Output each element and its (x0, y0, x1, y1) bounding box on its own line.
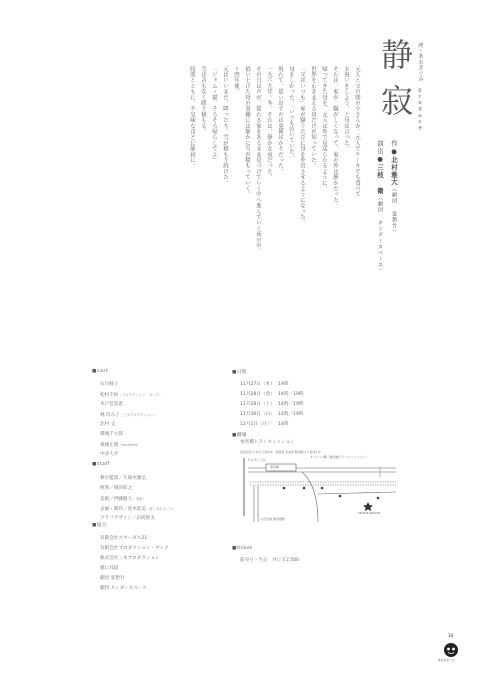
schedule-row (240, 420, 303, 430)
story-line: その日は声が、揺れる家をあるまま見つけていく中へ進んでいく夜の中。 (255, 66, 261, 255)
logo-number: 34 (448, 633, 454, 638)
support-item: 有限会社スターダス21 (100, 536, 148, 541)
staff-name: 青木浩美 (127, 507, 146, 512)
schedule-date: 11月29日（土） (240, 402, 275, 407)
schedule-row (240, 380, 303, 390)
story-text (186, 66, 362, 296)
support-item: 株式会社三木プロダクション (100, 556, 160, 561)
story-line: 十四年後。 (233, 66, 239, 95)
map-venue-star (363, 502, 373, 511)
staff-name: 岡田彰之 (113, 486, 133, 491)
staff-name: 伊藤健大 (113, 497, 133, 502)
ticket-price: 前売り・当日 共に￥2,500 (240, 558, 300, 563)
logo-caption: 座あおきぐみ (438, 658, 455, 662)
support-item: 有限会社プロダクション・タンク (100, 546, 169, 551)
map-marker (283, 487, 286, 490)
cast-member (100, 440, 162, 450)
credit-director-name: 三枝 衛 (376, 163, 384, 196)
story-line: 「父はいつも」家が騒ぐたびに母を外出させるようになった。 (299, 66, 305, 226)
staff-member: グラフデザイン／岩坂智太 (100, 516, 155, 521)
staff-member: 美術／伊藤健大（美術） (100, 497, 146, 502)
venue-address: 渋谷区代々木4丁目50-5 新宿区 渋谷町新宿駅より徒歩1分 (240, 450, 321, 454)
cast-name: 林 玲み子 (100, 413, 120, 418)
staff-list (100, 474, 177, 524)
cast-member (100, 390, 162, 400)
map-station-label: 小田急線 参宮橋駅 (260, 517, 285, 521)
story-line: それは、家が、騒がしくなって、家の外は静かだった。 (332, 66, 338, 209)
credit-author-name: 北村雅大 (390, 156, 398, 187)
credit-author-note: （劇団 宴想竹） (391, 186, 397, 236)
credit-author-role: 作● (390, 140, 398, 157)
staff-role: グラフデザイン (100, 516, 132, 521)
staff-heading: ■staff (92, 462, 110, 467)
title: 静寂 (376, 38, 414, 130)
credit-director (374, 140, 385, 274)
support-list (100, 534, 169, 594)
schedule-times: 14時／19時 (278, 402, 304, 407)
cast-note: （no-event） (118, 443, 141, 447)
venue-map (232, 455, 396, 524)
story-line: お祝いをしよう、と母は言った。 (343, 66, 349, 152)
story-line: 元人と父の間の小さんか。元人でケーキでも食べて (354, 66, 360, 198)
staff-name: 久保木雅弘 (123, 476, 146, 481)
map-marker (321, 487, 324, 490)
cast-member (100, 410, 162, 420)
story-line: 雪は音もなく降り積もる。 (200, 66, 206, 135)
cast-note: （三木プロダクション） (119, 413, 158, 417)
schedule-list (240, 380, 303, 430)
support-item: 劇団 キンダースペース (100, 586, 147, 591)
map-road (302, 472, 318, 522)
company-name: 座・あおきぐみ produce (417, 42, 423, 132)
cast-name: 石川綾子 (100, 382, 119, 387)
staff-member: 舞台監督／久保木雅弘 (100, 476, 146, 481)
staff-name: 岩坂智太 (136, 516, 155, 521)
map-marker (303, 487, 306, 490)
venue-name: 参宮橋トランスミッション (240, 440, 295, 445)
support-heading: ■協力 (92, 523, 108, 528)
cast-note: （プロダクション・タンク） (118, 393, 163, 397)
schedule-row (240, 400, 303, 410)
schedule-times: 14時／19時 (278, 412, 304, 417)
story-line: 母をしかった。「いつも泣いていた。 (288, 66, 294, 161)
cast-name: 木戸佳奈恵 (100, 402, 123, 407)
staff-member: 照明／岡田彰之 (100, 486, 133, 491)
schedule-date: 11月27日（木） (240, 382, 275, 387)
schedule-date: 12月1日（月） (240, 422, 272, 427)
map-marker (377, 497, 380, 500)
support-item: 劇団 宴想竹 (100, 576, 125, 581)
cast-member (100, 450, 162, 460)
schedule-times: 19時 (278, 382, 289, 387)
cast-member (100, 380, 162, 390)
schedule-row (240, 390, 303, 400)
logo (438, 633, 460, 662)
cast-member (100, 430, 162, 440)
map-label: 代々木三丁目 (248, 458, 267, 462)
cast-name: 松村千絵 (100, 393, 119, 398)
cast-member (100, 420, 162, 430)
staff-note: （座・あおきぐみ） (145, 507, 177, 511)
story-line: 世界をわきまえる母だけが知っていた。 (310, 66, 316, 169)
credit-author (388, 140, 399, 235)
schedule-times: 14時 (278, 422, 289, 427)
story-line: 時間とともに、不気味なほどに静寂に。 (189, 66, 195, 169)
map-label: TRANCE MISSION (358, 512, 381, 515)
story-line: 帰ってきた母を、元人は外で見送られるように、 (321, 66, 327, 192)
story-line: 拾い上げた母の書棚には静かに雪が積もっていく。 (244, 66, 250, 198)
credit-director-note: （劇団 キンダースペース） (377, 195, 383, 275)
cast-name: 積端千大郎 (100, 432, 123, 437)
schedule-row (240, 410, 303, 420)
cast-name: 北村 丈 (100, 422, 116, 427)
schedule-date: 11月28日（金） (240, 392, 275, 397)
map-road (318, 492, 396, 494)
venue-heading: ■劇場 (232, 433, 248, 438)
staff-role: 舞台監督 (100, 476, 119, 481)
credit-director-role: 演出● (376, 140, 384, 164)
staff-role: 企画・制作 (100, 507, 123, 512)
schedule-date: 11月30日（日） (240, 412, 275, 417)
map-label: 参宮橋 (270, 465, 280, 469)
ticket-heading: ■ticket (232, 546, 253, 551)
cast-member (100, 400, 162, 410)
staff-member: 企画・制作／青木浩美（座・あおきぐみ） (100, 507, 177, 512)
logo-icon (442, 640, 460, 658)
cast-name: 義雄正瑞 (100, 443, 119, 448)
support-item: 猫に耳取 (100, 566, 119, 571)
story-line: 現れて、思い出すのは発揮ばかりだった。 (277, 66, 283, 175)
schedule-heading: ■日程 (232, 370, 248, 375)
schedule-times: 14時／19時 (278, 392, 304, 397)
cast-heading: ■cast (92, 369, 109, 374)
cast-name: 中谷大介 (100, 452, 119, 457)
story-line: 元はいいまだ、降ったり、雪が積もり続けた。 (222, 66, 228, 186)
map-label: サンビン7階（参宮橋トランスミッション） (310, 455, 369, 459)
staff-role: 照明 (100, 486, 110, 491)
cast-list (100, 380, 162, 460)
story-line: 一九六九年。冬。それは、静かな夜だった。 (266, 66, 272, 180)
staff-note: （美術） (132, 497, 146, 501)
story-line: 「ジャム・猫。そろそろ帰らしてよ」 (211, 66, 217, 163)
map-marker (339, 495, 342, 498)
staff-role: 美術 (100, 497, 110, 502)
